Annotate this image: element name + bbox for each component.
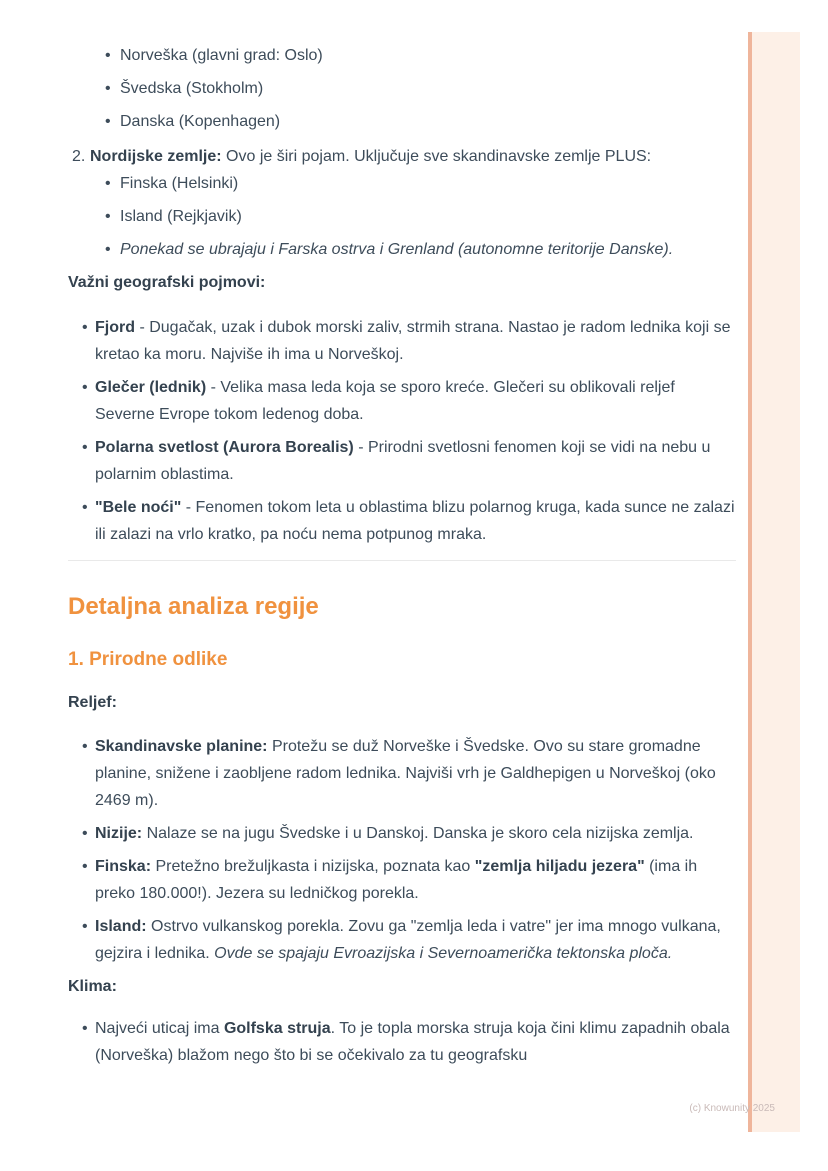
document-content <box>68 42 736 1075</box>
list-item <box>68 170 736 197</box>
list-item <box>68 853 736 907</box>
bullet-icon: • <box>105 208 111 225</box>
bullet-icon: • <box>82 1020 88 1037</box>
nordic-countries-text <box>90 143 736 170</box>
list-item <box>68 374 736 428</box>
bullet-icon: • <box>105 47 111 64</box>
bullet-icon: • <box>105 175 111 192</box>
list-item-text <box>95 314 736 368</box>
list-item-text <box>120 75 736 102</box>
text-segment: - Velika masa leda koja se sporo kreće. Glečeri su oblikovali reljef Severne Evrope tokom ledenog doba. <box>95 379 675 423</box>
scandinavian-countries-list <box>68 42 736 135</box>
text-segment: Nordijske zemlje: <box>90 148 222 165</box>
list-item-text <box>95 494 736 548</box>
list-item-text <box>95 733 736 814</box>
terms-heading: Važni geografski pojmovi: <box>68 274 266 291</box>
list-number: 2. <box>72 148 86 165</box>
bullet-icon: • <box>105 241 111 258</box>
text-segment: Pretežno brežuljkasta i nizijska, poznata kao <box>151 858 475 875</box>
list-item-text <box>95 1015 736 1069</box>
text-segment: Danska (Kopenhagen) <box>120 113 281 130</box>
relief-list <box>68 733 736 967</box>
list-item <box>68 913 736 967</box>
list-item-text <box>120 42 736 69</box>
list-item-text <box>95 374 736 428</box>
bullet-icon: • <box>82 858 88 875</box>
list-item <box>68 108 736 135</box>
list-item <box>68 733 736 814</box>
text-segment: Protežu se duž Norveške i Švedske. Ovo su stare gromadne planine, snižene i zaobljene radom lednika. Najviši vrh je Galdhepigen u Norveškoj (oko 2469 m). <box>95 738 716 809</box>
list-item-text <box>120 236 736 263</box>
list-item-text <box>120 108 736 135</box>
text-segment: (ima ih preko 180.000!). Jezera su ledničkog porekla. <box>95 858 698 902</box>
text-segment: Ovde se spajaju Evroazijska i Severnoamerička tektonska ploča. <box>214 945 673 962</box>
list-item <box>68 1015 736 1069</box>
text-segment: Golfska struja <box>223 1020 331 1037</box>
text-segment: . To je topla morska struja koja čini klimu zapadnih obala (Norveška) blažom nego što bi se očekivalo za tu geografsku <box>95 1020 730 1064</box>
text-segment: "Bele noći" <box>95 499 182 516</box>
list-item <box>68 236 736 263</box>
bullet-icon: • <box>105 113 111 130</box>
climate-heading: Klima: <box>68 978 117 995</box>
text-segment: Polarna svetlost (Aurora Borealis) <box>95 439 354 456</box>
bullet-icon: • <box>82 319 88 336</box>
list-item <box>68 42 736 69</box>
list-item <box>68 314 736 368</box>
list-item-text <box>120 203 736 230</box>
text-segment: Najveći uticaj ima <box>95 1020 224 1037</box>
list-item <box>68 494 736 548</box>
bullet-icon: • <box>82 918 88 935</box>
list-item-text <box>95 853 736 907</box>
text-segment: Nizije: <box>95 825 143 842</box>
text-segment: Ponekad se ubrajaju i Farska ostrva i Grenland (autonomne teritorije Danske). <box>120 241 674 258</box>
bullet-icon: • <box>82 439 88 456</box>
text-segment: Ostrvo vulkanskog porekla. Zovu ga "zemlja leda i vatre" jer ima mnogo vulkana, gejzira i lednika. <box>95 918 721 962</box>
bullet-icon: • <box>82 825 88 842</box>
bullet-icon: • <box>105 80 111 97</box>
list-item <box>68 75 736 102</box>
list-item <box>68 820 736 847</box>
list-item-text <box>95 434 736 488</box>
subsection-title: 1. Prirodne odlike <box>68 649 228 670</box>
text-segment: Fjord <box>95 319 135 336</box>
list-item-text <box>95 913 736 967</box>
text-segment: Finska: <box>95 858 152 875</box>
bullet-icon: • <box>82 379 88 396</box>
text-segment: Nalaze se na jugu Švedske i u Danskoj. Danska je skoro cela nizijska zemlja. <box>142 825 694 842</box>
nordic-countries-item <box>72 143 736 170</box>
text-segment: Finska (Helsinki) <box>120 175 239 192</box>
text-segment: Skandinavske planine: <box>95 738 268 755</box>
relief-heading: Reljef: <box>68 694 117 711</box>
text-segment: - Prirodni svetlosni fenomen koji se vidi na nebu u polarnim oblastima. <box>95 439 711 483</box>
text-segment: Norveška (glavni grad: Oslo) <box>120 47 323 64</box>
text-segment: Island: <box>95 918 147 935</box>
text-segment: - Fenomen tokom leta u oblastima blizu polarnog kruga, kada sunce ne zalazi ili zalazi na vrlo kratko, pa noću nema potpunog mraka. <box>95 499 735 543</box>
text-segment: Glečer (lednik) <box>95 379 207 396</box>
nordic-countries-list <box>68 170 736 263</box>
text-segment: "zemlja hiljadu jezera" <box>474 858 645 875</box>
text-segment: - Dugačak, uzak i dubok morski zaliv, strmih strana. Nastao je radom lednika koji se kretao ka moru. Najviše ih ima u Norveškoj. <box>95 319 731 363</box>
list-item <box>68 434 736 488</box>
list-item-text <box>95 820 736 847</box>
section-title: Detaljna analiza regije <box>68 593 319 620</box>
bullet-icon: • <box>82 738 88 755</box>
list-item <box>68 203 736 230</box>
list-item-text <box>120 170 736 197</box>
section-divider <box>68 560 736 561</box>
text-segment: Island (Rejkjavik) <box>120 208 242 225</box>
geographic-terms-list <box>68 314 736 548</box>
bullet-icon: • <box>82 499 88 516</box>
climate-list <box>68 1015 736 1069</box>
text-segment: Ovo je širi pojam. Uključuje sve skandinavske zemlje PLUS: <box>221 148 652 165</box>
page-edge-stripe <box>748 32 800 1132</box>
text-segment: Švedska (Stokholm) <box>120 80 264 97</box>
copyright-note: (c) Knowunity 2025 <box>689 1103 775 1114</box>
